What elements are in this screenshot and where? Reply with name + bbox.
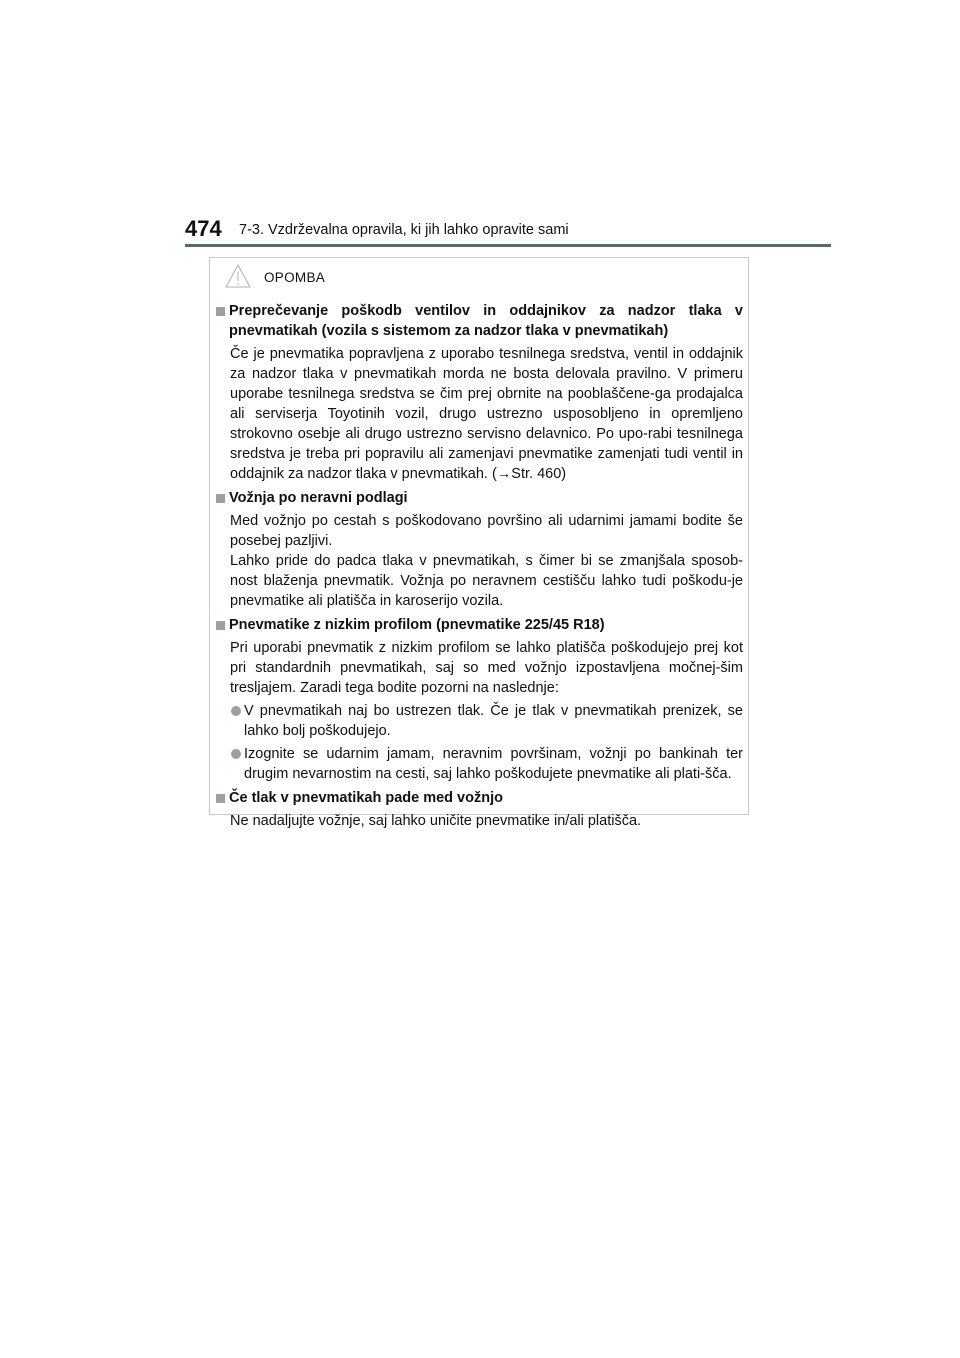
notice-content [215, 297, 743, 831]
section-heading: Vožnja po neravni podlagi [215, 488, 743, 508]
warning-triangle-icon [224, 263, 252, 289]
section-heading: Če tlak v pnevmatikah pade med vožnjo [215, 788, 743, 808]
list-item: Izognite se udarnim jamam, neravnim površinam, vožnji po bankinah ter drugim nevarnostim na cesti, saj lahko poškodujete pnevmatike ali plati-šča. [215, 744, 743, 784]
page-header [185, 212, 831, 242]
square-bullet-icon [216, 621, 225, 630]
header-rule [185, 244, 831, 247]
circle-bullet-icon [231, 706, 241, 716]
square-bullet-icon [216, 494, 225, 503]
section-paragraph: Ne nadaljujte vožnje, saj lahko uničite pnevmatike in/ali platišča. [230, 813, 642, 829]
section-paragraph: Pri uporabi pnevmatik z nizkim profilom se lahko platišča poškodujejo prej kot pri standardnih pnevmatikah, saj so med vožnjo izpostavljena močnej-šim tresljajem. Zaradi tega bodite pozorni na naslednje: [230, 640, 743, 696]
notice-box [209, 257, 749, 829]
section-paragraph: Če je pnevmatika popravljena z uporabo tesnilnega sredstva, ventil in oddajnik za nadzor tlaka v pnevmatikah morda ne bosta delovala pravilno. V primeru uporabe tesnilnega sredstva se čim prej obrnite na pooblaščene-ga prodajalca ali serviserja Toyotinih vozil, drugo ustrezno usposobljeno in opremljeno strokovno osebje ali drugo ustrezno servisno delavnico. Po upo-rabi tesnilnega sredstva je treba pri popravilu ali zamenjavi pnevmatike zamenjati tudi ventil in oddajnik za nadzor tlaka v pnevmatikah. (→Str. 460) [230, 346, 743, 482]
circle-bullet-icon [231, 749, 241, 759]
square-bullet-icon [216, 794, 225, 803]
section-paragraph: Med vožnjo po cestah s poškodovano površino ali udarnimi jamami bodite še posebej pazljivi. Lahko pride do padca tlaka v pnevmatikah, s čimer bi se zmanjšala sposob-nost blaženja pnevmatik. Vožnja po neravnem cestišču lahko tudi poškodu-je pnevmatike ali platišča in karoserijo vozila. [230, 513, 743, 609]
square-bullet-icon [216, 307, 225, 316]
section-heading: Preprečevanje poškodb ventilov in oddajnikov za nadzor tlaka v pnevmatikah (vozila s sistemom za nadzor tlaka v pnevmatikah) [215, 301, 743, 341]
notice-title: OPOMBA [264, 270, 326, 285]
section-title: 7-3. Vzdrževalna opravila, ki jih lahko opravite sami [239, 222, 569, 238]
list-item: V pnevmatikah naj bo ustrezen tlak. Če je tlak v pnevmatikah prenizek, se lahko bolj poškodujejo. [215, 701, 743, 741]
section-heading: Pnevmatike z nizkim profilom (pnevmatike 225/45 R18) [215, 615, 743, 635]
page-number: 474 [185, 216, 222, 241]
